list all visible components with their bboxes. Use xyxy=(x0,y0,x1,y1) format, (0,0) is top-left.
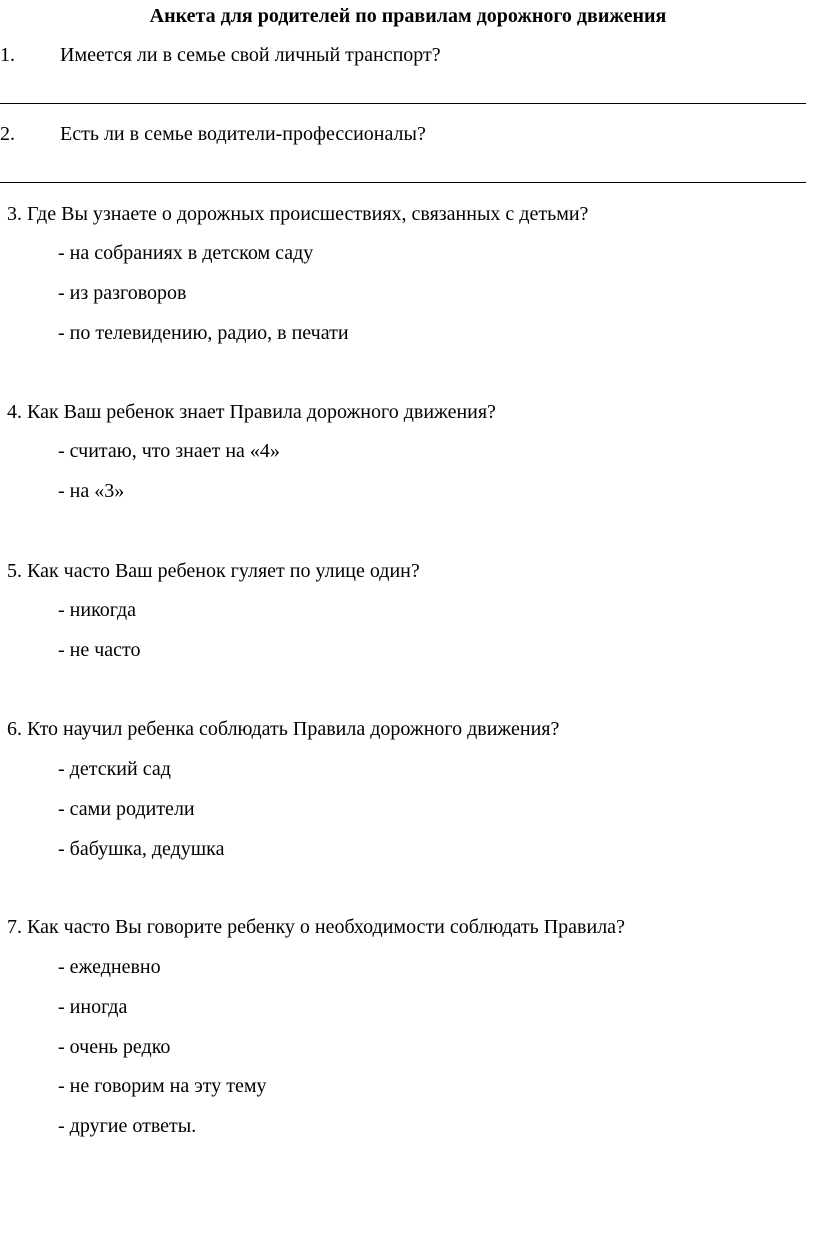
question-7-option: - другие ответы. xyxy=(58,1115,197,1137)
question-5-option: - никогда xyxy=(58,599,137,621)
question-7-option: - очень редко xyxy=(58,1036,171,1058)
question-4-option: - считаю, что знает на «4» xyxy=(58,440,280,462)
document-title: Анкета для родителей по правилам дорожного движения xyxy=(149,5,667,27)
question-2-text: Есть ли в семье водители-профессионалы? xyxy=(60,123,426,145)
question-1-text: Имеется ли в семье свой личный транспорт? xyxy=(60,44,441,66)
question-2-number: 2. xyxy=(0,123,15,145)
question-4-option: - на «3» xyxy=(58,480,125,502)
question-6-option: - сами родители xyxy=(58,798,195,820)
question-3-option: - из разговоров xyxy=(58,282,187,304)
question-6-option: - бабушка, дедушка xyxy=(58,838,225,860)
question-7-option: - ежедневно xyxy=(58,956,161,978)
question-5-text: 5. Как часто Ваш ребенок гуляет по улице один? xyxy=(7,560,420,582)
question-7-option: - иногда xyxy=(58,996,128,1018)
question-3-option: - на собраниях в детском саду xyxy=(58,242,314,264)
question-5-option: - не часто xyxy=(58,639,141,661)
question-1-number: 1. xyxy=(0,44,15,66)
question-4-text: 4. Как Ваш ребенок знает Правила дорожного движения? xyxy=(7,401,496,423)
question-7-text: 7. Как часто Вы говорите ребенку о необходимости соблюдать Правила? xyxy=(7,916,625,938)
question-6-text: 6. Кто научил ребенка соблюдать Правила дорожного движения? xyxy=(7,718,560,740)
question-7-option: - не говорим на эту тему xyxy=(58,1075,267,1097)
answer-line-2 xyxy=(0,182,806,183)
answer-line-1 xyxy=(0,103,806,104)
question-3-option: - по телевидению, радио, в печати xyxy=(58,322,349,344)
question-6-option: - детский сад xyxy=(58,758,171,780)
question-3-text: 3. Где Вы узнаете о дорожных происшествиях, связанных с детьми? xyxy=(7,203,589,225)
